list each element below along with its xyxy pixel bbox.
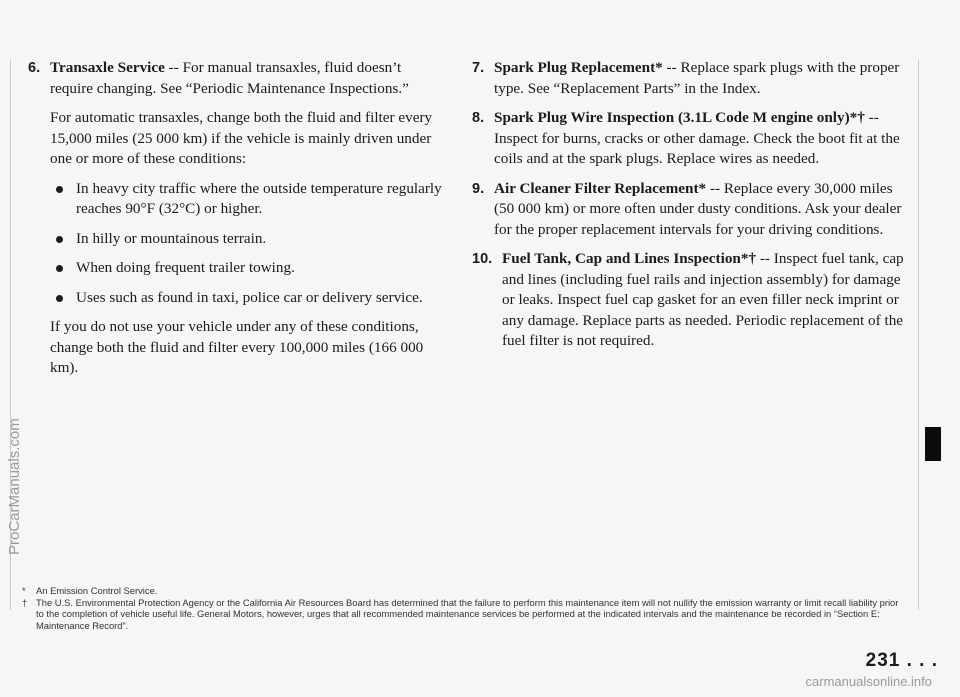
left-column <box>28 58 448 388</box>
item-title: Spark Plug Wire Inspection (3.1L Code M engine only)*† <box>494 109 865 126</box>
footnote-mark: * <box>22 585 26 596</box>
footnote-text: The U.S. Environmental Protection Agency or the California Air Resources Board has determined that the failure to perform this maintenance item will not nullify the emission warranty or limit recall liability prior to the completion of vehicle useful life. General Motors, however, urges that all recommended maintenance services be performed at the indicated intervals and the maintenance be recorded in “Section E: Maintenance Record”. <box>36 596 899 631</box>
footnote <box>22 585 907 597</box>
item-text: -- Inspect fuel tank, cap and lines (including fuel rails and injection assembly) for damage or leaks. Inspect fuel cap gasket for an even filler neck imprint or any damage. Replace parts as needed. Periodic replacement of the fuel filter is not required. <box>502 250 904 349</box>
footnotes <box>22 585 907 631</box>
page-number: 231 . . . <box>865 650 938 671</box>
footnote-text: An Emission Control Service. <box>36 585 158 596</box>
bullet-text: In heavy city traffic where the outside temperature regularly reaches 90°F (32°C) or higher. <box>76 179 442 217</box>
item-title: Air Cleaner Filter Replacement* <box>494 179 707 197</box>
footnote <box>22 597 907 632</box>
automatic-transaxle-paragraph: For automatic transaxles, change both the fluid and filter every 15,000 miles (25 000 km) if the vehicle is mainly driven under one or more of these conditions: <box>50 109 433 167</box>
bullet-icon <box>56 236 63 243</box>
item-text: -- Replace spark plugs with the proper type. See “Replacement Parts” in the Index. <box>494 59 900 97</box>
item-number: 10. <box>472 251 493 267</box>
footnote-mark: † <box>22 596 28 608</box>
item-text: -- Replace every 30,000 miles (50 000 km) or more often under dusty conditions. Ask your dealer for the proper replacement intervals for your driving conditions. <box>494 179 902 238</box>
bullet-item <box>28 229 448 250</box>
item-number: 6. <box>28 60 41 76</box>
item-fuel-tank-inspection <box>472 249 912 352</box>
item-spark-plug-wire-inspection <box>472 108 912 170</box>
watermark-left: ProCarManuals.com <box>6 418 23 555</box>
item-title: Fuel Tank, Cap and Lines Inspection*† <box>502 250 757 267</box>
item-transaxle-service <box>28 58 448 99</box>
bullet-icon <box>56 186 63 193</box>
no-conditions-paragraph: If you do not use your vehicle under any of these conditions, change both the fluid and filter every 100,000 miles (166 000 km). <box>50 318 424 376</box>
bullet-item <box>28 258 448 279</box>
right-margin-rule <box>918 60 919 610</box>
item-text: -- Inspect for burns, cracks or other damage. Check the boot fit at the coils and at the spark plugs. Replace wires as needed. <box>494 109 900 167</box>
item-number: 9. <box>472 180 485 197</box>
item-spark-plug-replacement <box>472 58 912 99</box>
bullet-icon <box>56 295 63 302</box>
bullet-item <box>28 179 448 220</box>
item-number: 8. <box>472 110 485 126</box>
item-title: Transaxle Service <box>50 59 165 76</box>
bullet-text: In hilly or mountainous terrain. <box>76 229 267 247</box>
bullet-icon <box>56 265 63 272</box>
section-tab-marker <box>925 427 941 461</box>
right-column <box>472 58 912 361</box>
bullet-text: When doing frequent trailer towing. <box>76 259 295 276</box>
item-air-cleaner-filter <box>472 179 912 241</box>
item-text: -- For manual transaxles, fluid doesn’t require changing. See “Periodic Maintenance Inspections.” <box>50 59 409 97</box>
item-title: Spark Plug Replacement* <box>494 59 663 76</box>
bullet-item <box>28 288 448 309</box>
watermark-bottom: carmanualsonline.info <box>805 674 932 689</box>
bullet-text: Uses such as found in taxi, police car or delivery service. <box>76 288 423 306</box>
item-number: 7. <box>472 60 485 76</box>
